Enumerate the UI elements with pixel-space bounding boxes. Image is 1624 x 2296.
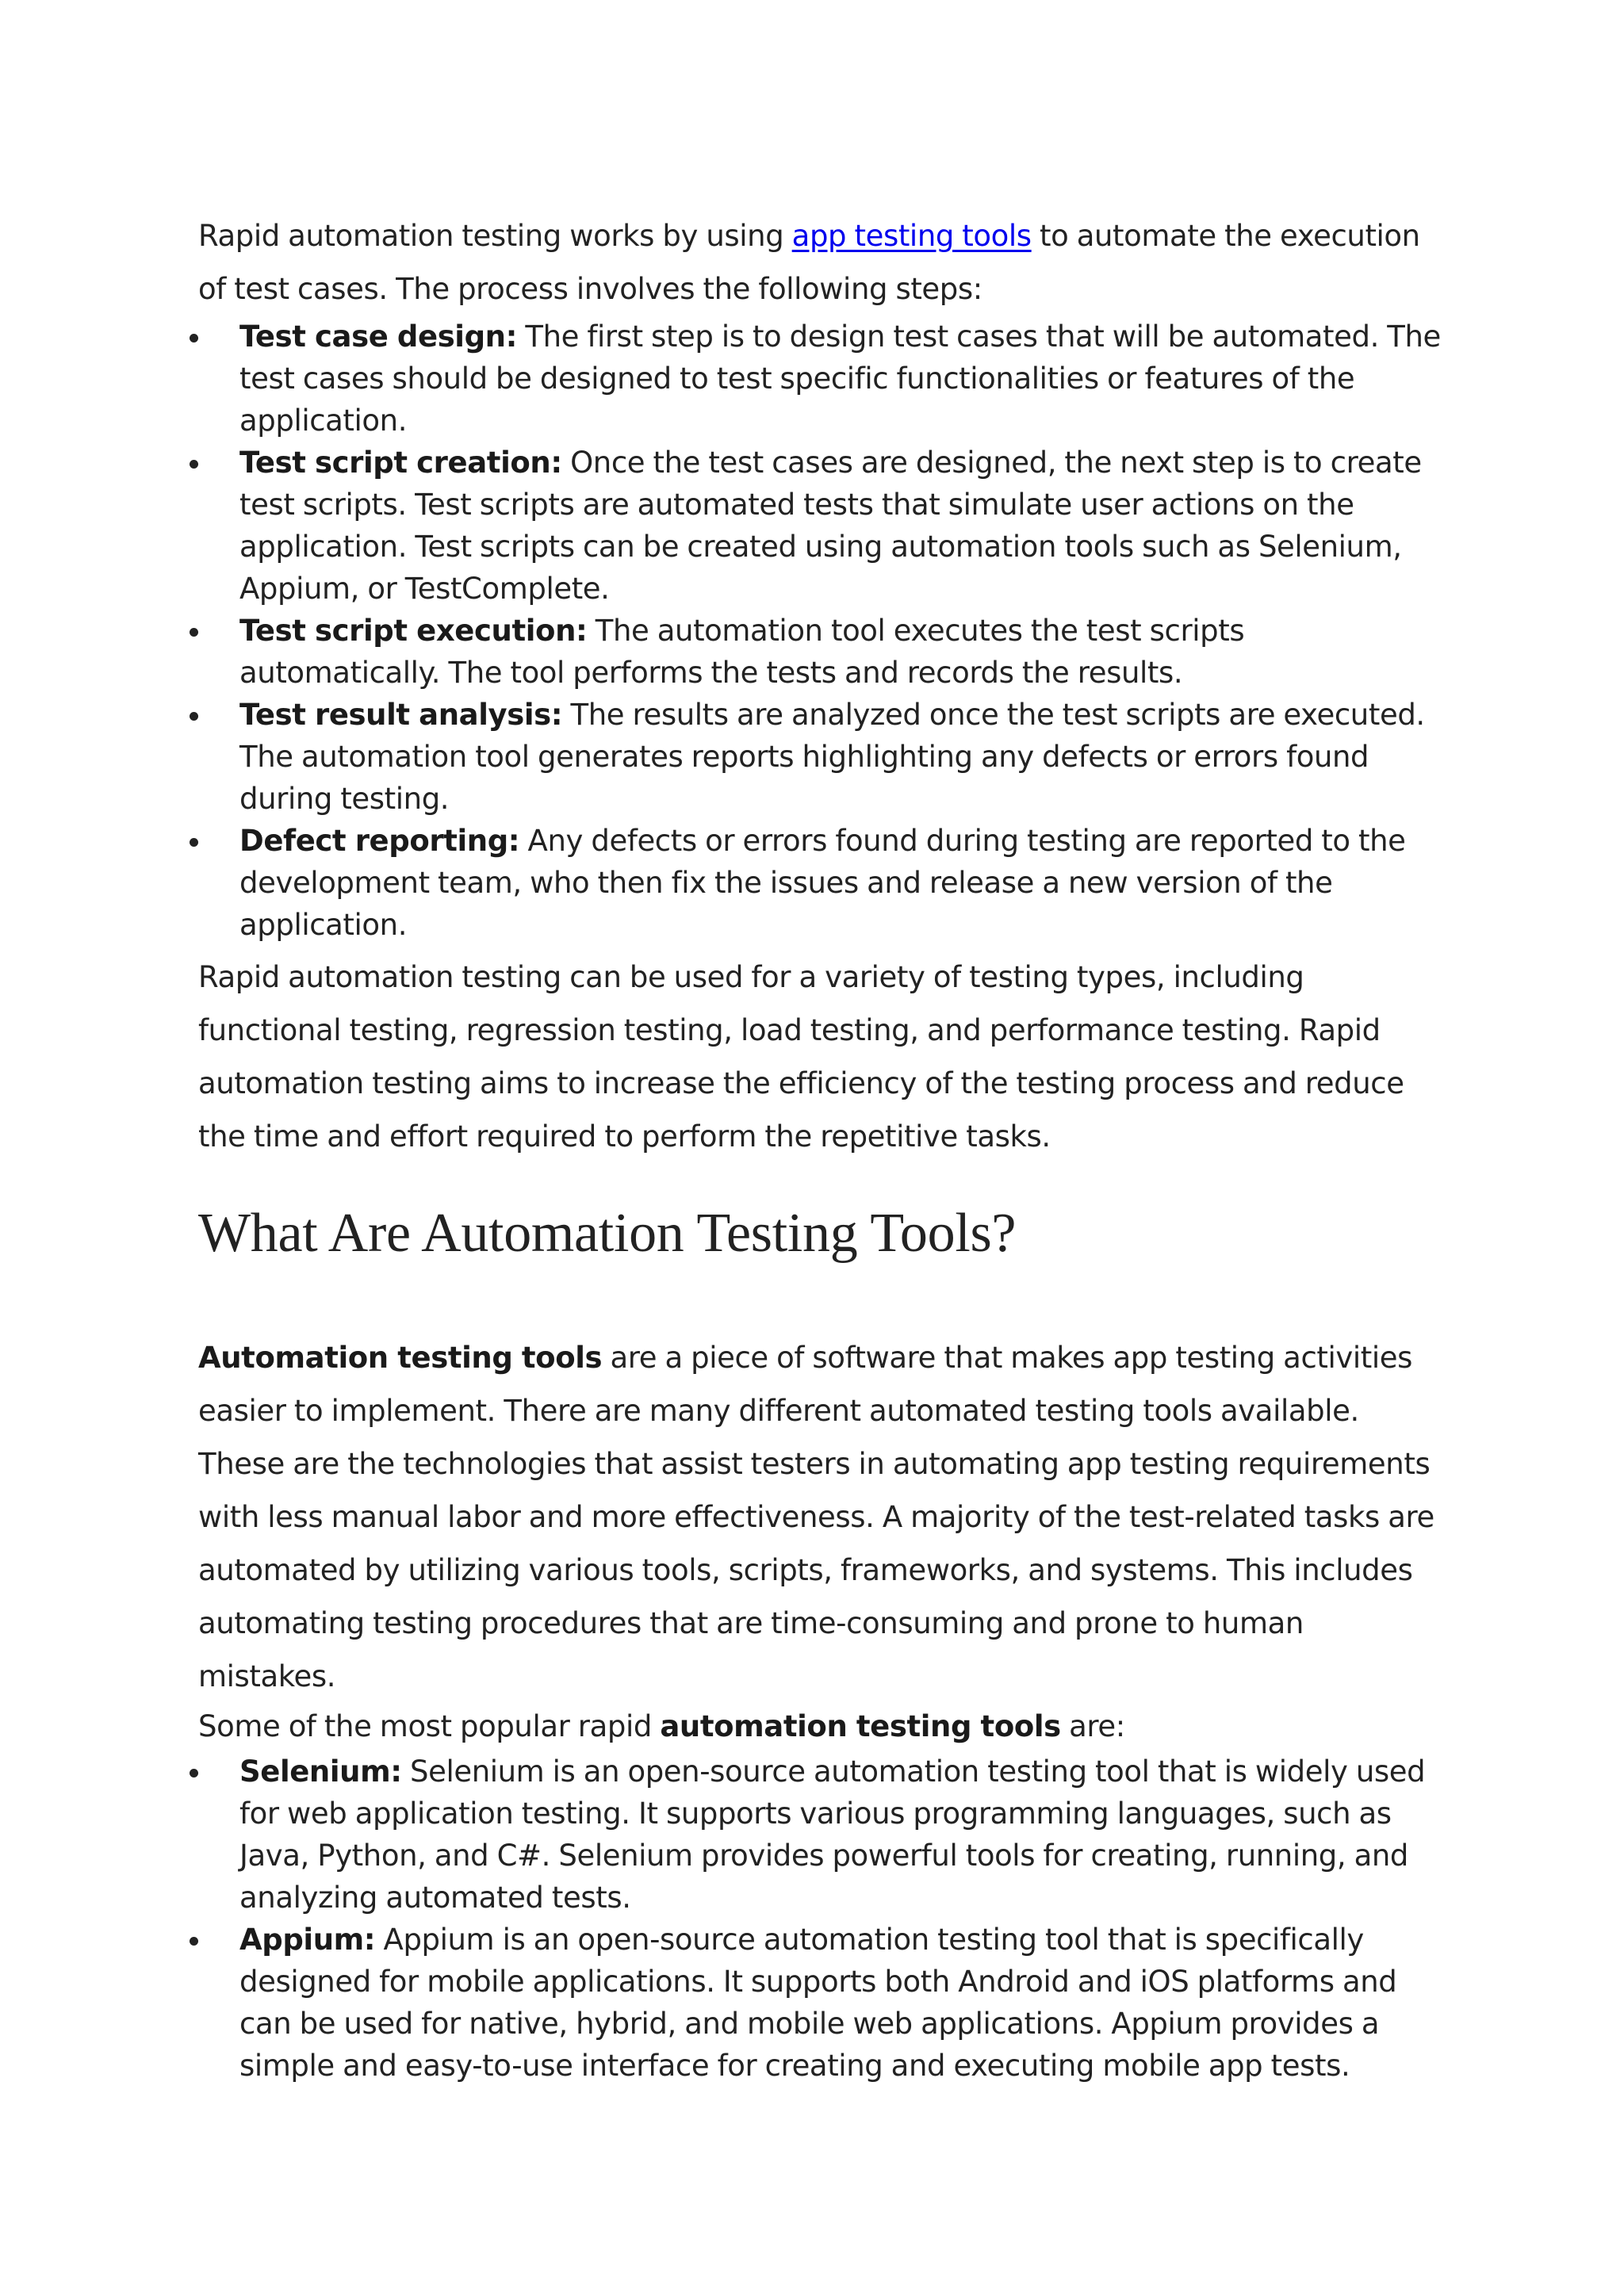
list-item	[198, 694, 1445, 820]
tool-text: Appium is an open-source automation testing tool that is specifically designed for mobile applications. It supports both Android and iOS platforms and can be used for native, hybrid, and mobile web applications. Appium provides a simple and easy-to-use interface for creating and executing mobile app tests.	[239, 1923, 1397, 2083]
intro-paragraph	[198, 209, 1445, 316]
step-term: Test script creation:	[239, 446, 562, 480]
step-text: Once the test cases are designed, the next step is to create test scripts. Test scripts are automated tests that simulate user actions on the application. Test scripts can be created using automation tools such as Selenium, Appium, or TestComplete.	[239, 446, 1422, 606]
process-steps-list	[198, 316, 1445, 946]
intro-text-before-link: Rapid automation testing works by using	[198, 219, 792, 253]
step-term: Defect reporting:	[239, 824, 520, 858]
tool-text: Selenium is an open-source automation testing tool that is widely used for web application testing. It supports various programming languages, such as Java, Python, and C#. Selenium provides powerful tools for creating, running, and analyzing automated tests.	[239, 1755, 1426, 1915]
summary-paragraph: Rapid automation testing can be used for a variety of testing types, including functional testing, regression testing, load testing, and performance testing. Rapid automation testing aims to increase the efficiency of the testing process and reduce the time and effort required to perform the repetitive tasks.	[198, 960, 1404, 1154]
step-term: Test script execution:	[239, 614, 588, 648]
list-item	[198, 316, 1445, 442]
tools-list	[198, 1751, 1445, 2087]
tool-term: Appium:	[239, 1923, 376, 1957]
definition-paragraph	[198, 1331, 1445, 1703]
list-item	[198, 1919, 1445, 2087]
popular-tools-intro	[198, 1703, 1445, 1751]
section-heading: What Are Automation Testing Tools?	[198, 1203, 1017, 1264]
step-text: The automation tool executes the test scripts automatically. The tool performs the tests and records the results.	[239, 614, 1245, 690]
tool-term: Selenium:	[239, 1755, 402, 1789]
step-text: Any defects or errors found during testing are reported to the development team, who then fix the issues and release a new version of the application.	[239, 824, 1406, 942]
popular-intro-bold: automation testing tools	[660, 1709, 1061, 1743]
step-term: Test case design:	[239, 320, 518, 354]
definition-term: Automation testing tools	[198, 1341, 603, 1375]
popular-intro-before: Some of the most popular rapid	[198, 1709, 661, 1743]
list-item	[198, 820, 1445, 946]
intro-text-after-link: to automate the execution of test cases. The process involves the following steps:	[198, 219, 1420, 306]
app-testing-tools-link[interactable]: app testing tools	[791, 219, 1032, 253]
step-text: The results are analyzed once the test scripts are executed. The automation tool generates reports highlighting any defects or errors found during testing.	[239, 698, 1425, 816]
definition-text: are a piece of software that makes app testing activities easier to implement. There are many different automated testing tools available. These are the technologies that assist testers in automating app testing requirements with less manual labor and more effectiveness. A majority of the test-related tasks are automated by utilizing various tools, scripts, frameworks, and systems. This includes automating testing procedures that are time-consuming and prone to human mistakes.	[198, 1341, 1434, 1693]
popular-intro-after: are:	[1060, 1709, 1125, 1743]
list-item	[198, 610, 1445, 694]
step-term: Test result analysis:	[239, 698, 563, 732]
list-item	[198, 1751, 1445, 1919]
list-item	[198, 442, 1445, 610]
step-text: The first step is to design test cases that will be automated. The test cases should be designed to test specific functionalities or features of the application.	[239, 320, 1441, 438]
